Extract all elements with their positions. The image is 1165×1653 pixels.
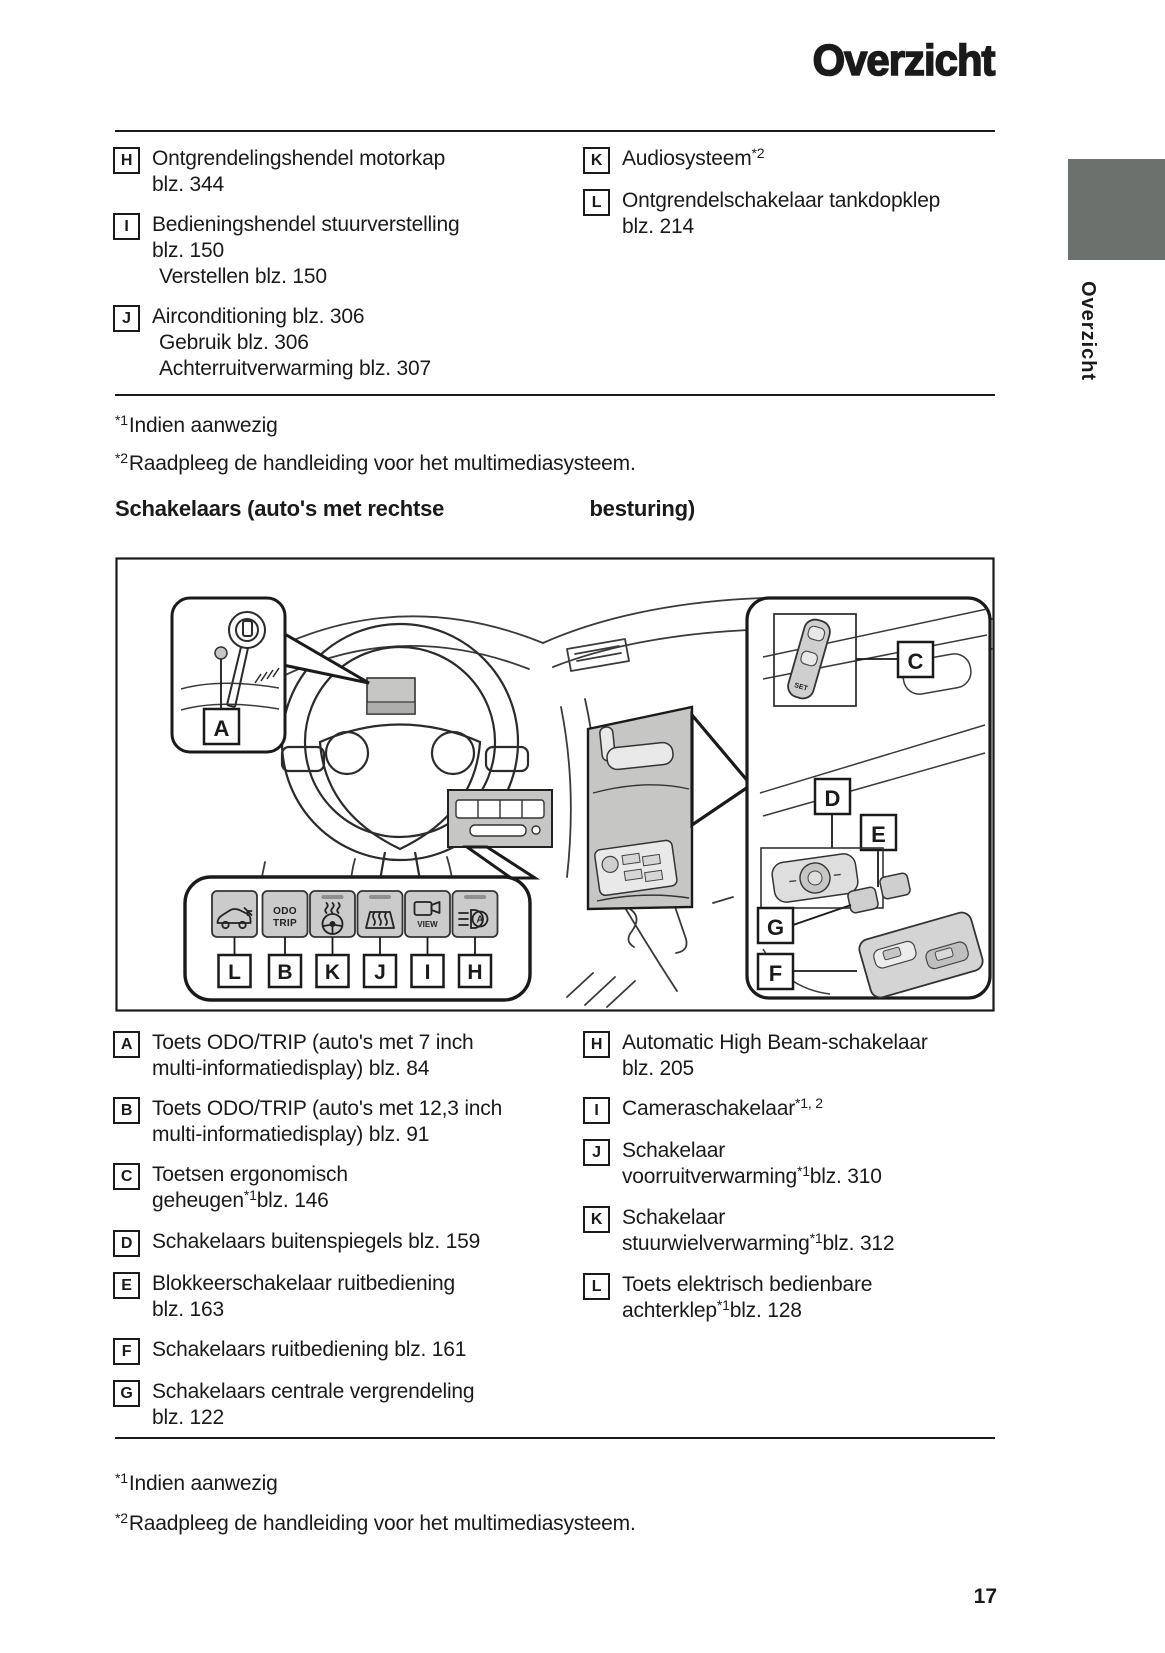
legend-text: Toets ODO/TRIP (auto's met 7 inch multi-informatiedisplay) blz. 84 <box>152 1031 474 1080</box>
callout-letter-badge: H <box>113 147 140 174</box>
legend-item <box>113 304 581 382</box>
page-number: 17 <box>973 1585 997 1608</box>
legend-item <box>113 1337 581 1365</box>
door-panel-callout <box>747 598 990 1000</box>
svg-text:K: K <box>324 961 341 984</box>
callout-letter-badge: L <box>583 189 610 216</box>
callout-letter-badge: J <box>583 1139 610 1166</box>
indicator-bar <box>464 895 486 899</box>
window-switch-cluster-inset <box>594 840 678 896</box>
svg-text:E: E <box>871 822 886 847</box>
legend-item <box>583 146 997 174</box>
legend-item <box>583 1030 997 1082</box>
legend-text: Cameraschakelaar$^{*1, 2}$ <box>622 1095 823 1120</box>
switch-bank-callout <box>185 877 530 1000</box>
callout-letter-badge: A <box>113 1031 140 1058</box>
legend-item <box>113 1229 581 1257</box>
footnote-2: $^{*2}$Raadpleeg de handleiding voor het multimediasysteem. <box>115 450 636 475</box>
legend-item <box>113 1096 581 1148</box>
legend-text: Schakelaar stuurwielverwarming$^{*1}$blz. 312 <box>622 1206 895 1255</box>
legend-text: Airconditioning blz. 306 Gebruik blz. 306 Achterruitverwarming blz. 307 <box>152 305 431 380</box>
svg-text:TRIP: TRIP <box>273 918 297 929</box>
legend-item <box>113 1379 581 1431</box>
svg-text:B: B <box>277 961 293 984</box>
legend-text: Ontgrendelingshendel motorkap blz. 344 <box>152 147 446 196</box>
callout-letter-badge: B <box>113 1097 140 1124</box>
legend-text: Blokkeerschakelaar ruitbediening blz. 163 <box>152 1272 455 1321</box>
legend-item <box>583 188 997 240</box>
meter-display-highlight <box>367 678 415 714</box>
callout-letter-badge: F <box>113 1338 140 1365</box>
legend-text: Automatic High Beam-schakelaar blz. 205 <box>622 1031 928 1080</box>
legend-item <box>113 212 581 290</box>
callout-letter-badge: K <box>583 147 610 174</box>
engine-switch-dot <box>215 647 227 659</box>
legend-text: Bedieningshendel stuurverstelling blz. 150 Verstellen blz. 150 <box>152 213 460 288</box>
svg-text:F: F <box>768 961 783 986</box>
callout-letter-badge: K <box>583 1206 610 1233</box>
page-title: Overzicht <box>813 36 995 85</box>
footnote-1: $^{*1}$Indien aanwezig <box>115 412 278 437</box>
divider-bottom <box>115 1437 995 1439</box>
svg-text:SET: SET <box>793 682 809 693</box>
legend-item <box>583 1096 997 1124</box>
section-heading: Schakelaars (auto's met rechtse besturing) <box>115 496 695 521</box>
legend-text: Schakelaar voorruitverwarming$^{*1}$blz. 310 <box>622 1139 882 1188</box>
indicator-bar <box>322 895 344 899</box>
callout-letter-badge: D <box>113 1230 140 1257</box>
svg-text:L: L <box>228 961 241 984</box>
svg-text:A: A <box>213 716 230 741</box>
callout-letter-badge: H <box>583 1031 610 1058</box>
dashboard-diagram <box>115 557 995 1012</box>
column-switch-panel <box>448 790 552 847</box>
legend-item <box>113 146 581 198</box>
chapter-tab-label: Overzicht <box>1077 281 1099 382</box>
legend-text: Schakelaars centrale vergrendeling blz. 122 <box>152 1380 475 1429</box>
legend-item <box>113 1271 581 1323</box>
dashboard-diagram-svg <box>115 557 995 1012</box>
switch-buttons <box>212 891 498 937</box>
callout-letter-badge: C <box>113 1163 140 1190</box>
callout-letter-badge: I <box>583 1097 610 1124</box>
legend-text: Audiosysteem$^{*2}$ <box>622 145 765 170</box>
legend-item <box>113 1162 581 1215</box>
divider-middle <box>115 394 995 396</box>
legend-item <box>113 1030 581 1082</box>
legend-text: Schakelaars buitenspiegels blz. 159 <box>152 1230 481 1253</box>
svg-text:C: C <box>907 649 924 674</box>
legend-item <box>583 1205 997 1258</box>
legend-text: Toets ODO/TRIP (auto's met 12,3 inch multi-informatiedisplay) blz. 91 <box>152 1097 503 1146</box>
legend-text: Ontgrendelschakelaar tankdopklep blz. 214 <box>622 189 941 238</box>
overview-legend-right <box>583 146 997 240</box>
switch-legend-right <box>583 1030 997 1325</box>
svg-text:ODO: ODO <box>273 906 297 917</box>
legend-item <box>583 1138 997 1191</box>
indicator-bar <box>369 895 391 899</box>
legend-text: Schakelaars ruitbediening blz. 161 <box>152 1338 467 1361</box>
armrest-inset <box>588 707 692 909</box>
callout-letter-badge: J <box>113 305 140 332</box>
callout-letter-badge: E <box>113 1272 140 1299</box>
switch-legend-left <box>113 1030 581 1431</box>
svg-text:H: H <box>467 961 483 984</box>
footnote-2-bottom: $^{*2}$Raadpleeg de handleiding voor het multimediasysteem. <box>115 1510 636 1535</box>
svg-text:D: D <box>824 786 841 811</box>
svg-text:J: J <box>374 961 386 984</box>
callout-letter-badge: I <box>113 213 140 240</box>
callout-letter-badge: G <box>113 1380 140 1407</box>
odo-trip-button <box>273 906 297 929</box>
svg-text:VIEW: VIEW <box>417 920 438 929</box>
divider-top <box>115 130 995 132</box>
legend-text: Toetsen ergonomisch geheugen$^{*1}$blz. 146 <box>152 1163 348 1212</box>
svg-text:G: G <box>766 915 785 940</box>
callout-letter-badge: L <box>583 1273 610 1300</box>
chapter-tab-marker <box>1068 159 1165 260</box>
legend-item <box>583 1272 997 1325</box>
footnote-1-bottom: $^{*1}$Indien aanwezig <box>115 1470 278 1495</box>
svg-text:A: A <box>476 914 484 926</box>
svg-text:I: I <box>424 961 431 984</box>
overview-legend-left <box>113 146 581 382</box>
legend-text: Toets elektrisch bedienbare achterklep$^{*1}$blz. 128 <box>622 1273 873 1322</box>
